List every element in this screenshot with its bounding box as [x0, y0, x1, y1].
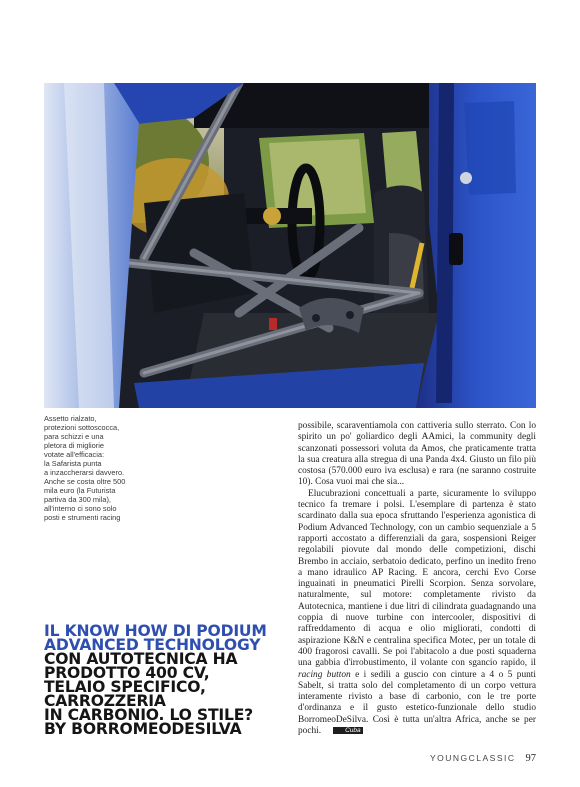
magazine-name: YOUNGCLASSIC [429, 753, 516, 763]
caption-line: para schizzi e una [44, 432, 104, 441]
pull-quote-line: CON AUTOTECNICA HA [44, 650, 238, 668]
article-paragraph: possibile, scaraventiamola con cattiveria sullo sterrato. Con lo spirito un po' goliardico degli AAmici, la community degli scanzonati possessori voluta da Amos, che praticamente tratta la sua creatura alla stregua di una Panda 4x4. Giusto un filo più costosa (570.000 euro iva esclusa) e rara (ne saranno costruite 10). Cosa vuoi mai che sia... [298, 421, 536, 488]
caption-line: Assetto rialzato, [44, 414, 97, 423]
caption-line: protezioni sottoscocca, [44, 423, 120, 432]
caption-line: votate all'efficacia: [44, 450, 105, 459]
caption-line: la Safarista punta [44, 459, 102, 468]
caption-line: partiva da 300 mila), [44, 495, 111, 504]
caption-line: a inzaccherarsi davvero. [44, 468, 125, 477]
pull-quote-highlight-line: ADVANCED TECHNOLOGY [44, 636, 261, 654]
page-number: 97 [525, 753, 536, 764]
caption-line: Anche se costa oltre 500 [44, 477, 126, 486]
author-signature: Cuba [333, 727, 363, 734]
pull-quote-line: IN CARBONIO. LO STILE? [44, 706, 254, 724]
car-interior-photo [44, 83, 536, 408]
rollcage-interior-illustration [44, 83, 536, 408]
page-footer [430, 753, 536, 764]
caption-line: mila euro (la Futurista [44, 486, 116, 495]
paragraph-text: e i sedili a guscio con cinture a 4 o 5 punti Sabelt, si tratta solo del completamento di un corpo vettura interamente rivisto a base di carbonio, con le tre porte d'ordinanza e il gusto estetico-funzionale dello studio BorromeoDeSilva. Così è tutta un'altra Africa, anche se per pochi. [298, 669, 536, 737]
pull-quote-line: TELAIO SPECIFICO, [44, 678, 206, 696]
article-body [298, 421, 536, 737]
paragraph-emphasis: racing button [298, 669, 351, 680]
caption-line: posti e strumenti racing [44, 513, 121, 522]
photo-caption [44, 414, 140, 522]
pull-quote-highlight-line: IL KNOW HOW DI PODIUM [44, 622, 267, 640]
caption-line: all'interno ci sono solo [44, 504, 117, 513]
pull-quote-line: PRODOTTO 400 CV, [44, 664, 210, 682]
article-paragraph [298, 489, 536, 738]
pull-quote [44, 624, 284, 736]
paragraph-text: Elucubrazioni concettuali a parte, sicuramente lo sviluppo tecnico fa tremare i polsi. L'esemplare di partenza è stato scardinato dalla sua epoca sfruttando l'esperienza agonistica di Podium Advanced Technology, con un cambio sequenziale a 5 rapporti accostato a differenziali da gara, sospensioni Reiger regolabili piovute dal mondo delle competizioni, dischi Brembo in acciaio, serbatoio dedicato, perfino un inedito freno a mano idraulico AP Racing. E ancora, cerchi Evo Corse inguainati in pneumatici Pirelli Scorpion. Senza sorvolare, naturalmente, sul motore: completamente rivisto da Autotecnica, mantiene i due litri di cilindrata guadagnando una coppia di nuove turbine con intercooler, dispositivi di raffreddamento di acqua e olio migliorati, condotti di aspirazione K&N e centralina specifica Motec, per un totale di 400 fragorosi cavalli. Se poi l'abitacolo a due posti squaderna una gabbia d'irrobustimento, il volante con sgancio rapido, il [298, 488, 536, 669]
caption-line: pletora di migliorie [44, 441, 104, 450]
pull-quote-line: BY BORROMEODESILVA [44, 720, 242, 738]
pull-quote-line: CARROZZERIA [44, 692, 166, 710]
